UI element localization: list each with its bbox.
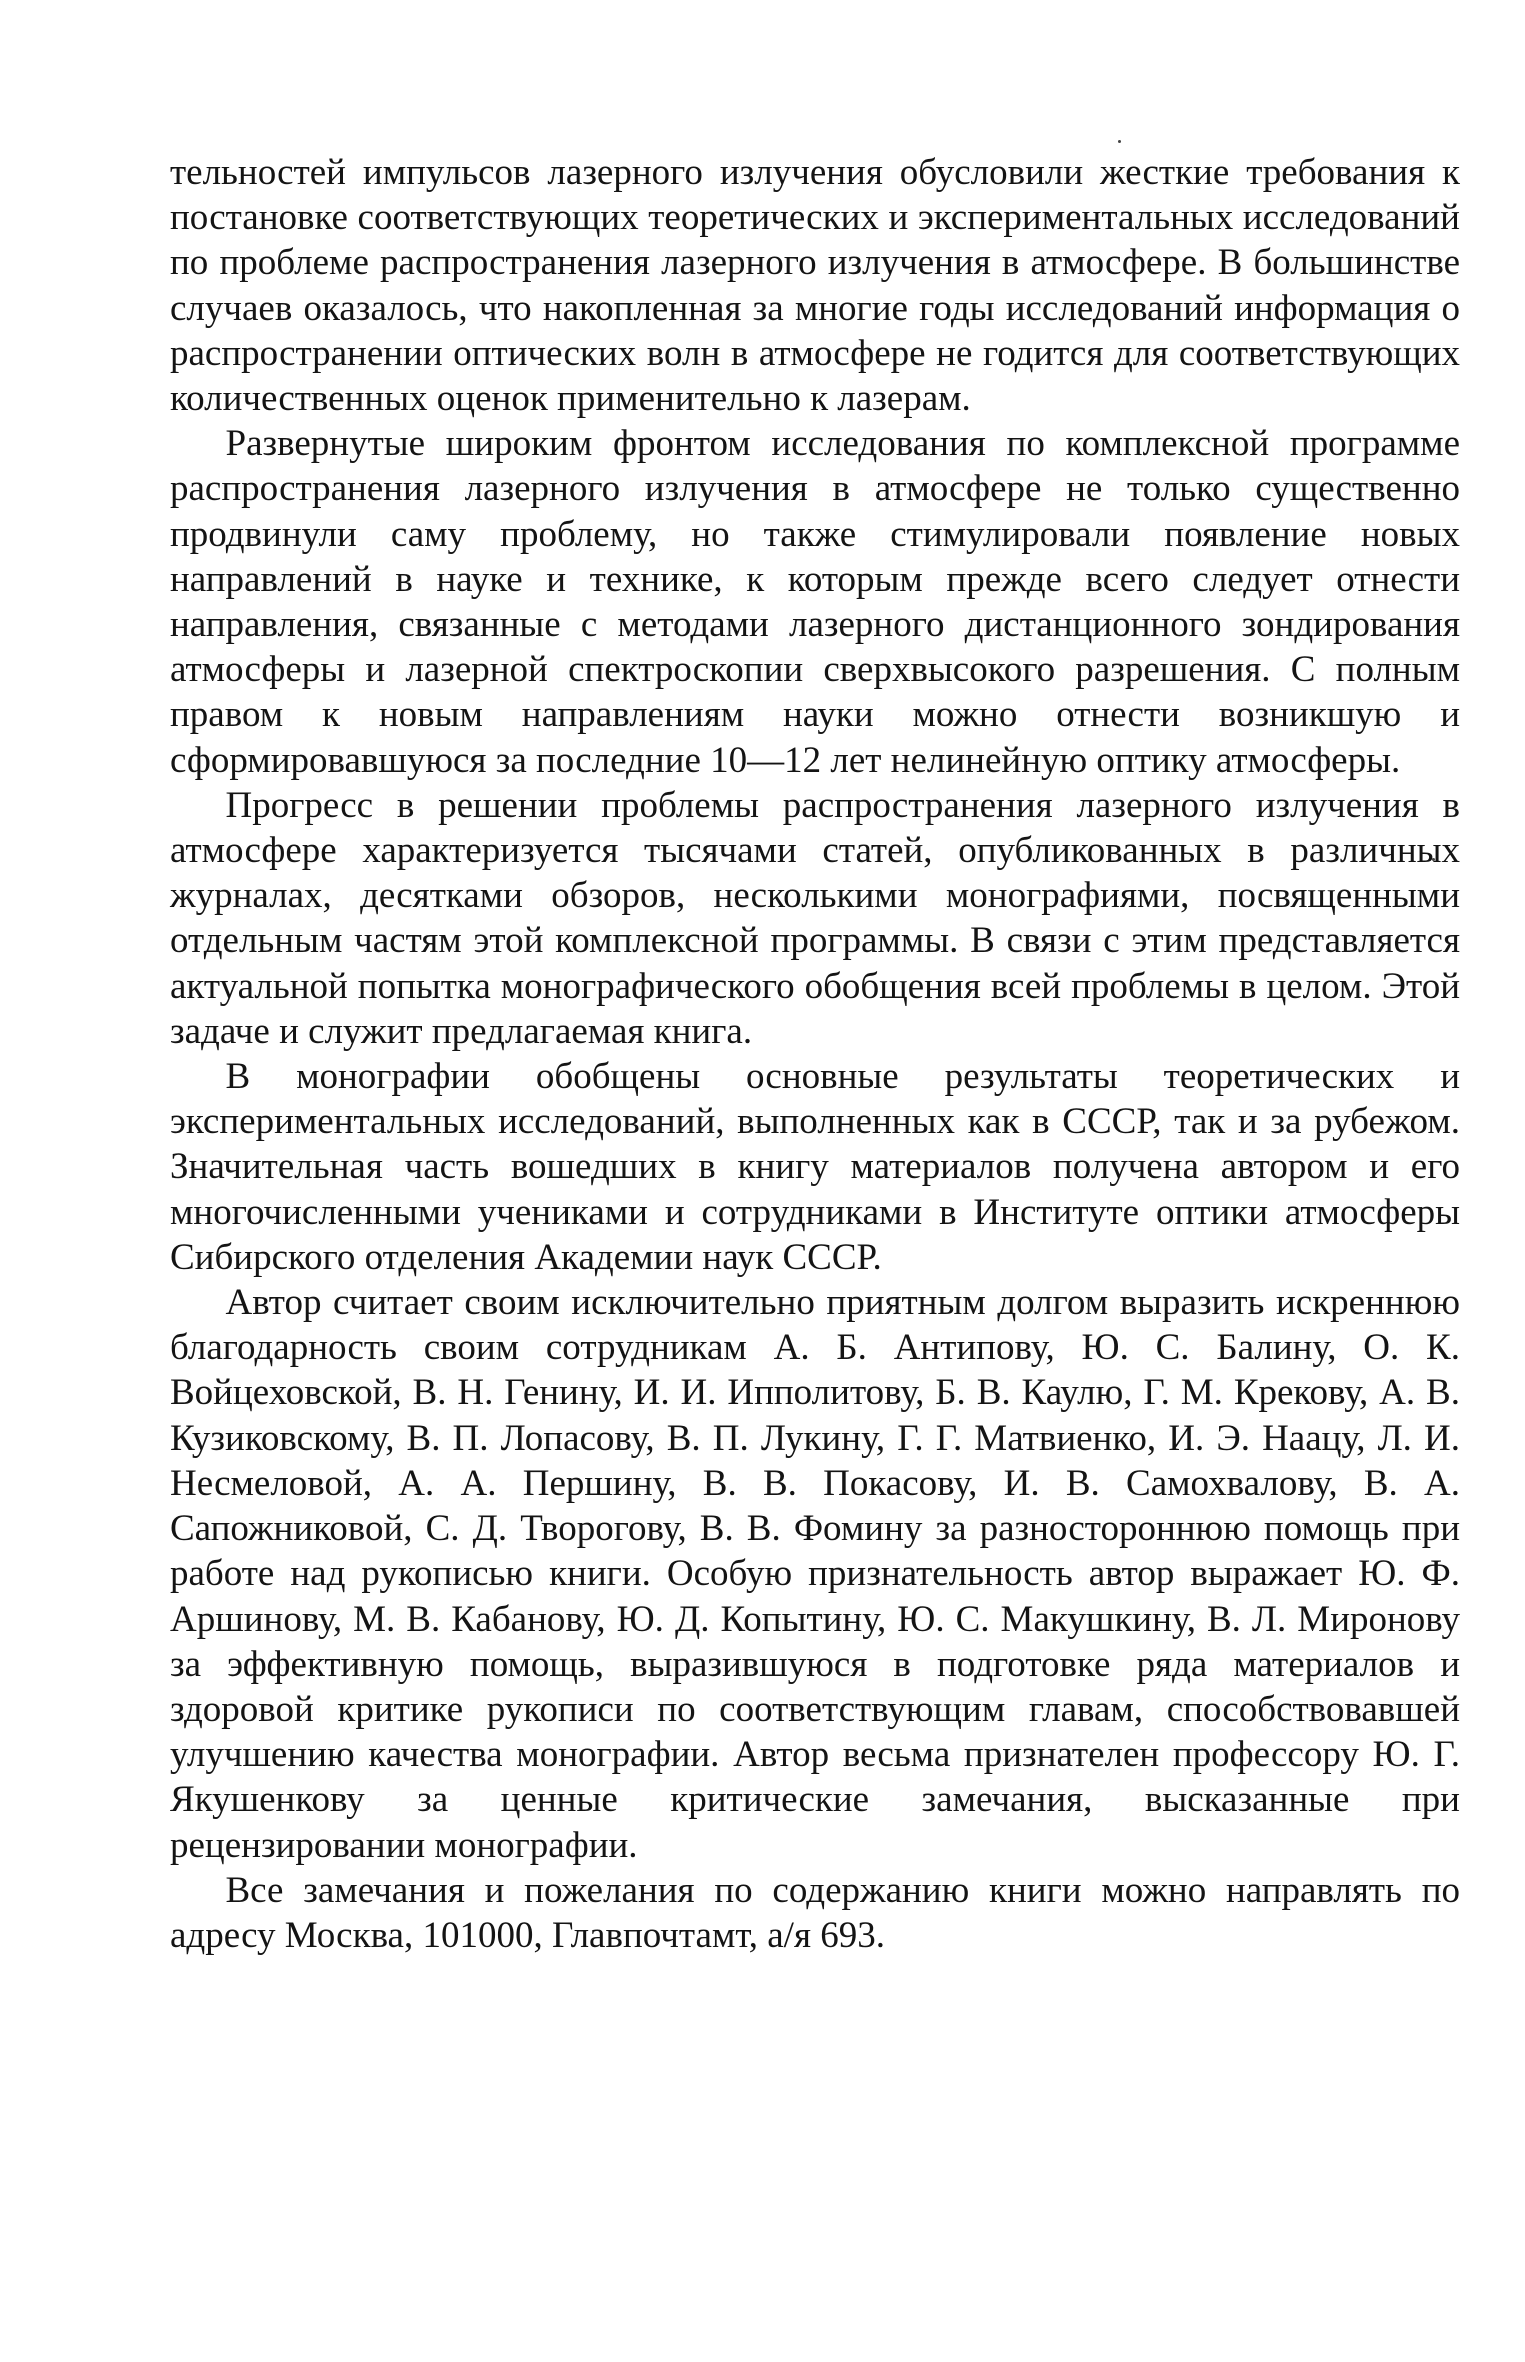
paragraph: Развернутые широким фронтом исследования по комплексной программе распространения лазерного излучения в атмосфере не только существенно продвинули саму проблему, но также стимулировали появление новых направлений в науке и технике, к которым прежде всего следует отнести направления, связанные с методами лазерного дистанционного зондирования атмосферы и лазерной спектроскопии сверхвысокого разрешения. С полным правом к новым направлениям науки можно отнести возникшую и сформировавшуюся за последние 10—12 лет нелинейную оптику атмосферы. bbox=[170, 423, 1460, 781]
print-speck bbox=[1118, 140, 1121, 143]
acknowledgements-paragraph: Автор считает своим исключительно приятным долгом выразить искреннюю благодарность своим сотрудникам А. Б. Антипову, Ю. С. Балину, О. К. Войцеховской, В. Н. Генину, И. И. Ипполитову, Б. В. Каулю, Г. М. Крекову, А. В. Кузиковскому, В. П. Лопасову, В. П. Лукину, Г. Г. Матвиенко, И. Э. Наацу, Л. И. Несмеловой, А. А. Першину, В. В. Покасову, И. В. Самохвалову, В. А. Сапожниковой, С. Д. Творогову, В. В. Фомину за разностороннюю помощь при работе над рукописью книги. Особую признательность автор выражает Ю. Ф. Аршинову, М. В. Кабанову, Ю. Д. Копытину, Ю. С. Макушкину, В. Л. Миронову за эффективную помощь, выразившуюся в подготовке ряда материалов и здоровой критике рукописи по соответствующим главам, способствовавшей улучшению качества монографии. Автор весьма признателен профессору Ю. Г. Якушенкову за ценные критические замечания, высказанные при рецензировании монографии. bbox=[170, 1282, 1460, 1866]
preface-text bbox=[170, 150, 1460, 1958]
paragraph: В монографии обобщены основные результаты теоретических и экспериментальных исследований, выполненных как в СССР, так и за рубежом. Значительная часть вошедших в книгу материалов получена автором и его многочисленными учениками и сотрудниками в Институте оптики атмосферы Сибирского отделения Академии наук СССР. bbox=[170, 1056, 1460, 1278]
paragraph-continuation: тельностей импульсов лазерного излучения обусловили жесткие требования к постановке соответствующих теоретических и экспериментальных исследований по проблеме распространения лазерного излучения в атмосфере. В большинстве случаев оказалось, что накопленная за многие годы исследований информация о распространении оптических волн в атмосфере не годится для соответствующих количественных оценок применительно к лазерам. bbox=[170, 152, 1460, 420]
paragraph: Прогресс в решении проблемы распространения лазерного излучения в атмосфере характеризуется тысячами статей, опубликованных в различных журналах, десятками обзоров, несколькими монографиями, посвященными отдельным частям этой комплексной программы. В связи с этим представляется актуальной попытка монографического обобщения всей проблемы в целом. Этой задаче и служит предлагаемая книга. bbox=[170, 784, 1460, 1052]
contact-paragraph: Все замечания и пожелания по содержанию книги можно направлять по адресу Москва, 101000, Главпочтамт, а/я 693. bbox=[170, 1869, 1460, 1956]
